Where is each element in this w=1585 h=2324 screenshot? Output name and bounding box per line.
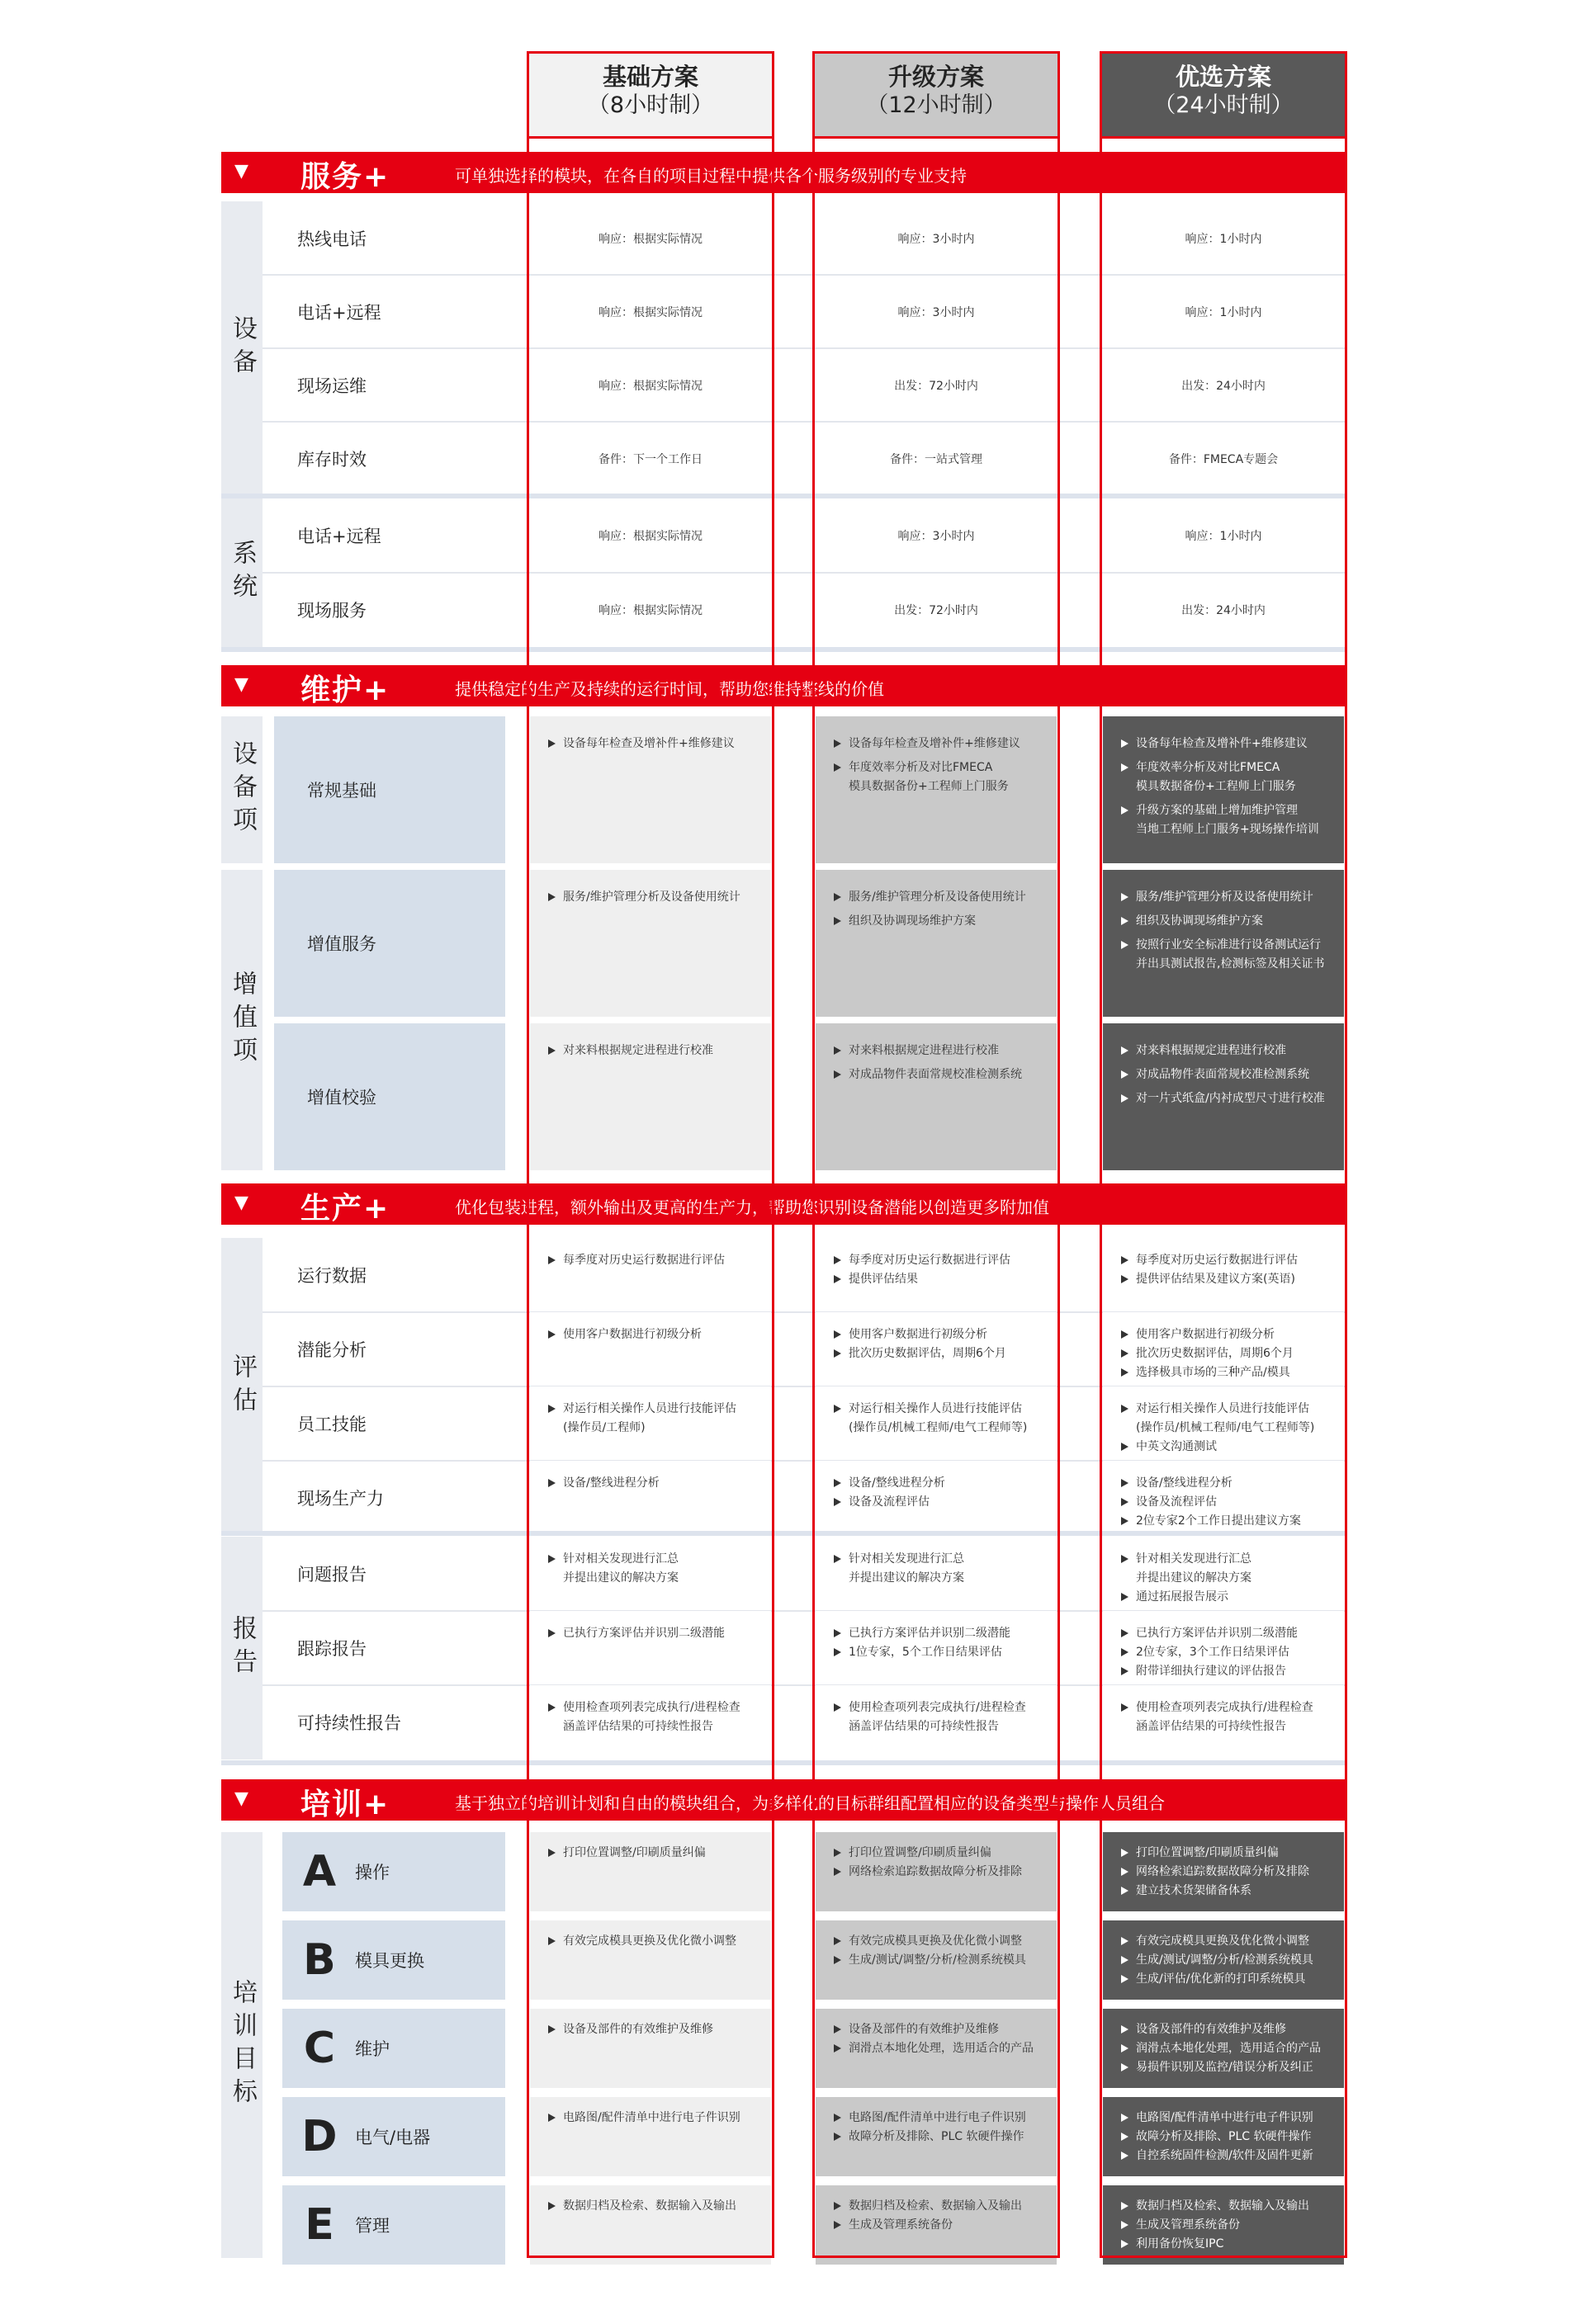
bullet-continuation: 模具数据备份+工程师上门服务 bbox=[849, 780, 1009, 793]
bullet-item: 生成/测试/调整/分析/检测系统模具 bbox=[832, 1951, 1042, 1970]
plan-cell: 响应：根据实际情况 bbox=[599, 530, 703, 543]
bullet-item: 选择极具市场的三种产品/模具 bbox=[1119, 1363, 1329, 1382]
group-label bbox=[221, 498, 263, 647]
collapse-arrow-icon[interactable]: ▼ bbox=[234, 161, 248, 182]
plan-cell: 响应：1小时内 bbox=[1185, 232, 1262, 246]
row-label: 电话+远程 bbox=[297, 527, 381, 546]
plan-cell: 出发：72小时内 bbox=[894, 604, 978, 617]
collapse-arrow-icon[interactable]: ▼ bbox=[234, 1193, 248, 1213]
module-label: 电气/电器 bbox=[355, 2128, 431, 2147]
bullet-item: 升级方案的基础上增加维护管理 bbox=[1119, 801, 1329, 820]
plan-column-frame-1 bbox=[527, 139, 774, 2258]
plan-cell: 备件：下一个工作日 bbox=[599, 452, 703, 466]
bullet-item: 针对相关发现进行汇总 bbox=[546, 1550, 756, 1569]
bullet-item: 建立技术货架储备体系 bbox=[1119, 1882, 1329, 1901]
bullet-item: 设备/整线进程分析 bbox=[832, 1474, 1042, 1493]
bullet-item: 对运行相关操作人员进行技能评估 bbox=[832, 1400, 1042, 1419]
bullet-item: 生成/测试/调整/分析/检测系统模具 bbox=[1119, 1951, 1329, 1970]
bullet-item: 打印位置调整/印刷质量纠偏 bbox=[832, 1844, 1042, 1863]
plan-hours: （8小时制） bbox=[587, 92, 714, 118]
collapse-arrow-icon[interactable]: ▼ bbox=[234, 1788, 248, 1809]
bullet-continuation: 涵盖评估结果的可持续性报告 bbox=[849, 1720, 999, 1733]
bullet-item: 已执行方案评估并识别二级潜能 bbox=[832, 1624, 1042, 1643]
bullet-item: 打印位置调整/印刷质量纠偏 bbox=[1119, 1844, 1329, 1863]
bullet-item: 2位专家，3个工作日结果评估 bbox=[1119, 1643, 1329, 1662]
plan-cell: 响应：1小时内 bbox=[1185, 305, 1262, 319]
plan-hours: （12小时制） bbox=[866, 92, 1006, 118]
bullet-item: 设备及部件的有效维护及维修 bbox=[546, 2020, 756, 2039]
bullet-continuation: (操作员/工程师) bbox=[563, 1421, 646, 1434]
bullet-item: 数据归档及检索、数据输入及输出 bbox=[832, 2197, 1042, 2216]
row-label: 问题报告 bbox=[297, 1565, 367, 1585]
bullet-item: 利用备份恢复IPC bbox=[1119, 2235, 1329, 2254]
plan-cell: 响应：根据实际情况 bbox=[599, 232, 703, 246]
section-description: 优化包装进程，额外输出及更高的生产力，帮助您识别设备潜能以创造更多附加值 bbox=[455, 1197, 1049, 1217]
row-label: 热线电话 bbox=[297, 229, 367, 249]
bullet-item: 设备每年检查及增补件+维修建议 bbox=[546, 735, 756, 753]
bullet-item: 针对相关发现进行汇总 bbox=[1119, 1550, 1329, 1569]
bullet-item: 使用客户数据进行初级分析 bbox=[546, 1325, 756, 1344]
bullet-item: 数据归档及检索、数据输入及输出 bbox=[546, 2197, 756, 2216]
bullet-item: 对成品物件表面常规校准检测系统 bbox=[1119, 1065, 1329, 1084]
bullet-item: 易损件识别及监控/错误分析及纠正 bbox=[1119, 2058, 1329, 2077]
bullet-item: 设备每年检查及增补件+维修建议 bbox=[1119, 735, 1329, 753]
row-label bbox=[274, 870, 505, 1017]
plan-header-2 bbox=[812, 51, 1060, 139]
bullet-item: 针对相关发现进行汇总 bbox=[832, 1550, 1042, 1569]
bullet-item: 设备及流程评估 bbox=[832, 1493, 1042, 1512]
bullet-item: 年度效率分析及对比FMECA bbox=[832, 758, 1042, 777]
bullet-item: 使用客户数据进行初级分析 bbox=[832, 1325, 1042, 1344]
bullet-item: 提供评估结果 bbox=[832, 1270, 1042, 1289]
bullet-item: 对来料根据规定进程进行校准 bbox=[546, 1042, 756, 1060]
bullet-item: 设备及流程评估 bbox=[1119, 1493, 1329, 1512]
bullet-item: 网络检索追踪数据故障分析及排除 bbox=[1119, 1863, 1329, 1882]
bullet-item: 使用检查项列表完成执行/进程检查 bbox=[832, 1698, 1042, 1717]
section-title: 服务+ bbox=[300, 160, 390, 194]
training-module[interactable] bbox=[282, 2185, 505, 2265]
module-label: 操作 bbox=[355, 1863, 390, 1882]
module-letter: E bbox=[305, 2200, 334, 2250]
bullet-item: 数据归档及检索、数据输入及输出 bbox=[1119, 2197, 1329, 2216]
plan-column-frame-3 bbox=[1100, 139, 1347, 2258]
group-label bbox=[221, 1537, 263, 1760]
bullet-item: 润滑点本地化处理，选用适合的产品 bbox=[1119, 2039, 1329, 2058]
group-label-text: 报告 bbox=[228, 1615, 257, 1681]
bullet-item: 生成及管理系统备份 bbox=[832, 2216, 1042, 2235]
row-label-text: 增值服务 bbox=[307, 934, 376, 954]
bullet-item: 故障分析及排除、PLC 软硬件操作 bbox=[1119, 2128, 1329, 2147]
plan-header-1 bbox=[527, 51, 774, 139]
bullet-item: 已执行方案评估并识别二级潜能 bbox=[546, 1624, 756, 1643]
bullet-item: 对成品物件表面常规校准检测系统 bbox=[832, 1065, 1042, 1084]
bullet-item: 每季度对历史运行数据进行评估 bbox=[832, 1251, 1042, 1270]
bullet-item: 使用检查项列表完成执行/进程检查 bbox=[1119, 1698, 1329, 1717]
bullet-item: 故障分析及排除、PLC 软硬件操作 bbox=[832, 2128, 1042, 2147]
group-label bbox=[221, 201, 263, 495]
bullet-item: 组织及协调现场维护方案 bbox=[1119, 912, 1329, 931]
bullet-item: 对运行相关操作人员进行技能评估 bbox=[1119, 1400, 1329, 1419]
bullet-item: 对一片式纸盒/内衬成型尺寸进行校准 bbox=[1119, 1089, 1329, 1108]
bullet-item: 设备/整线进程分析 bbox=[1119, 1474, 1329, 1493]
plan-name: 优选方案 bbox=[1175, 63, 1271, 91]
group-label-text: 增值项 bbox=[228, 971, 257, 1070]
module-letter: D bbox=[301, 2112, 338, 2161]
plan-cell: 出发：24小时内 bbox=[1181, 604, 1266, 617]
plan-cell: 响应：根据实际情况 bbox=[599, 305, 703, 319]
row-label: 员工技能 bbox=[297, 1415, 367, 1434]
bullet-continuation: 并提出建议的解决方案 bbox=[849, 1571, 964, 1585]
row-label: 库存时效 bbox=[297, 449, 367, 470]
row-label: 潜能分析 bbox=[297, 1340, 367, 1360]
group-label bbox=[221, 1832, 263, 2258]
module-label: 维护 bbox=[355, 2039, 390, 2059]
section-description: 可单独选择的模块，在各自的项目过程中提供各个服务级别的专业支持 bbox=[455, 166, 967, 186]
bullet-continuation: (操作员/机械工程师/电气工程师等) bbox=[1136, 1421, 1315, 1434]
plan-cell: 响应：3小时内 bbox=[897, 232, 975, 246]
plan-hours: （24小时制） bbox=[1153, 92, 1294, 118]
group-label-text: 设备 bbox=[228, 315, 257, 381]
collapse-arrow-icon[interactable]: ▼ bbox=[234, 674, 248, 695]
bullet-item: 按照行业安全标准进行设备测试运行 bbox=[1119, 936, 1329, 955]
bullet-continuation: 并提出建议的解决方案 bbox=[1136, 1571, 1251, 1585]
bullet-item: 服务/维护管理分析及设备使用统计 bbox=[832, 888, 1042, 907]
bullet-item: 生成及管理系统备份 bbox=[1119, 2216, 1329, 2235]
bullet-item: 通过拓展报告展示 bbox=[1119, 1588, 1329, 1607]
bullet-continuation: 并提出建议的解决方案 bbox=[563, 1571, 679, 1585]
training-module[interactable] bbox=[282, 1920, 505, 2000]
bullet-item: 打印位置调整/印刷质量纠偏 bbox=[546, 1844, 756, 1863]
section-title: 维护+ bbox=[300, 673, 390, 707]
bullet-item: 电路图/配件清单中进行电子件识别 bbox=[1119, 2109, 1329, 2128]
bullet-item: 批次历史数据评估，周期6个月 bbox=[1119, 1344, 1329, 1363]
bullet-item: 已执行方案评估并识别二级潜能 bbox=[1119, 1624, 1329, 1643]
bullet-item: 每季度对历史运行数据进行评估 bbox=[1119, 1251, 1329, 1270]
plan-cell: 备件：一站式管理 bbox=[890, 452, 982, 466]
group-label bbox=[221, 1238, 263, 1535]
bullet-continuation: (操作员/机械工程师/电气工程师等) bbox=[849, 1421, 1028, 1434]
bullet-item: 2位专家2个工作日提出建议方案 bbox=[1119, 1512, 1329, 1531]
row-label: 现场服务 bbox=[297, 601, 367, 621]
bullet-item: 组织及协调现场维护方案 bbox=[832, 912, 1042, 931]
row-label: 跟踪报告 bbox=[297, 1639, 367, 1659]
training-module[interactable] bbox=[282, 2009, 505, 2088]
module-label: 模具更换 bbox=[355, 1951, 424, 1971]
bullet-continuation: 模具数据备份+工程师上门服务 bbox=[1136, 780, 1296, 793]
bullet-continuation: 涵盖评估结果的可持续性报告 bbox=[563, 1720, 713, 1733]
module-letter: A bbox=[302, 1847, 337, 1897]
bullet-item: 对运行相关操作人员进行技能评估 bbox=[546, 1400, 756, 1419]
plan-cell: 出发：24小时内 bbox=[1181, 379, 1266, 393]
row-label: 运行数据 bbox=[297, 1266, 367, 1286]
plan-name: 升级方案 bbox=[887, 63, 984, 91]
bullet-item: 对来料根据规定进程进行校准 bbox=[832, 1042, 1042, 1060]
bullet-continuation: 当地工程师上门服务+现场操作培训 bbox=[1136, 823, 1319, 836]
plan-name: 基础方案 bbox=[602, 63, 698, 91]
bullet-item: 有效完成模具更换及优化微小调整 bbox=[1119, 1932, 1329, 1951]
bullet-item: 有效完成模具更换及优化微小调整 bbox=[546, 1932, 756, 1951]
bullet-item: 1位专家，5个工作日结果评估 bbox=[832, 1643, 1042, 1662]
bullet-item: 使用检查项列表完成执行/进程检查 bbox=[546, 1698, 756, 1717]
section-description: 基于独立的培训计划和自由的模块组合，为多样化的目标群组配置相应的设备类型与操作人员组合 bbox=[455, 1793, 1165, 1813]
bullet-item: 设备/整线进程分析 bbox=[546, 1474, 756, 1493]
group-label-text: 评估 bbox=[228, 1353, 257, 1419]
bullet-item: 附带详细执行建议的评估报告 bbox=[1119, 1662, 1329, 1681]
training-module[interactable] bbox=[282, 1832, 505, 1911]
plan-cell: 响应：3小时内 bbox=[897, 305, 975, 319]
row-label: 现场生产力 bbox=[297, 1489, 384, 1509]
section-title: 培训+ bbox=[300, 1788, 390, 1821]
bullet-item: 有效完成模具更换及优化微小调整 bbox=[832, 1932, 1042, 1951]
plan-cell: 响应：根据实际情况 bbox=[599, 379, 703, 393]
group-label bbox=[221, 716, 263, 863]
bullet-item: 设备每年检查及增补件+维修建议 bbox=[832, 735, 1042, 753]
bullet-continuation: 并出具测试报告,检测标签及相关证书 bbox=[1136, 957, 1325, 971]
bullet-continuation: 涵盖评估结果的可持续性报告 bbox=[1136, 1720, 1286, 1733]
training-module[interactable] bbox=[282, 2097, 505, 2176]
module-label: 管理 bbox=[355, 2216, 390, 2236]
bullet-item: 年度效率分析及对比FMECA bbox=[1119, 758, 1329, 777]
row-label bbox=[274, 716, 505, 863]
bullet-item: 中英文沟通测试 bbox=[1119, 1438, 1329, 1457]
group-label-text: 培训目标 bbox=[228, 1979, 257, 2111]
bullet-item: 服务/维护管理分析及设备使用统计 bbox=[546, 888, 756, 907]
module-letter: C bbox=[303, 2024, 336, 2073]
group-label bbox=[221, 870, 263, 1170]
bullet-item: 网络检索追踪数据故障分析及排除 bbox=[832, 1863, 1042, 1882]
bullet-item: 服务/维护管理分析及设备使用统计 bbox=[1119, 888, 1329, 907]
bullet-item: 批次历史数据评估，周期6个月 bbox=[832, 1344, 1042, 1363]
plan-column-frame-2 bbox=[812, 139, 1060, 2258]
row-label: 电话+远程 bbox=[297, 302, 381, 323]
plan-cell: 出发：72小时内 bbox=[894, 379, 978, 393]
plan-cell: 响应：3小时内 bbox=[897, 530, 975, 543]
row-label-text: 增值校验 bbox=[307, 1088, 376, 1108]
group-label-text: 系统 bbox=[228, 540, 257, 606]
bullet-item: 设备及部件的有效维护及维修 bbox=[832, 2020, 1042, 2039]
bullet-item: 使用客户数据进行初级分析 bbox=[1119, 1325, 1329, 1344]
module-letter: B bbox=[303, 1935, 336, 1985]
bullet-item: 润滑点本地化处理，选用适合的产品 bbox=[832, 2039, 1042, 2058]
row-label-text: 常规基础 bbox=[307, 781, 376, 801]
row-label bbox=[274, 1023, 505, 1170]
section-description: 提供稳定的生产及持续的运行时间，帮助您维持整线的价值 bbox=[455, 679, 884, 699]
row-label: 现场运维 bbox=[297, 376, 367, 396]
bullet-item: 电路图/配件清单中进行电子件识别 bbox=[546, 2109, 756, 2128]
bullet-item: 对来料根据规定进程进行校准 bbox=[1119, 1042, 1329, 1060]
bullet-item: 生成/评估/优化新的打印系统模具 bbox=[1119, 1970, 1329, 1989]
group-label-text: 设备项 bbox=[228, 740, 257, 839]
plan-cell: 备件：FMECA专题会 bbox=[1168, 452, 1279, 466]
section-title: 生产+ bbox=[300, 1192, 390, 1226]
plan-cell: 响应：根据实际情况 bbox=[599, 604, 703, 617]
plan-cell: 响应：1小时内 bbox=[1185, 530, 1262, 543]
bullet-item: 自控系统固件检测/软件及固件更新 bbox=[1119, 2147, 1329, 2166]
row-label: 可持续性报告 bbox=[297, 1713, 401, 1733]
bullet-item: 设备及部件的有效维护及维修 bbox=[1119, 2020, 1329, 2039]
plan-header-3 bbox=[1100, 51, 1347, 139]
bullet-item: 提供评估结果及建议方案(英语) bbox=[1119, 1270, 1329, 1289]
bullet-item: 电路图/配件清单中进行电子件识别 bbox=[832, 2109, 1042, 2128]
bullet-item: 每季度对历史运行数据进行评估 bbox=[546, 1251, 756, 1270]
